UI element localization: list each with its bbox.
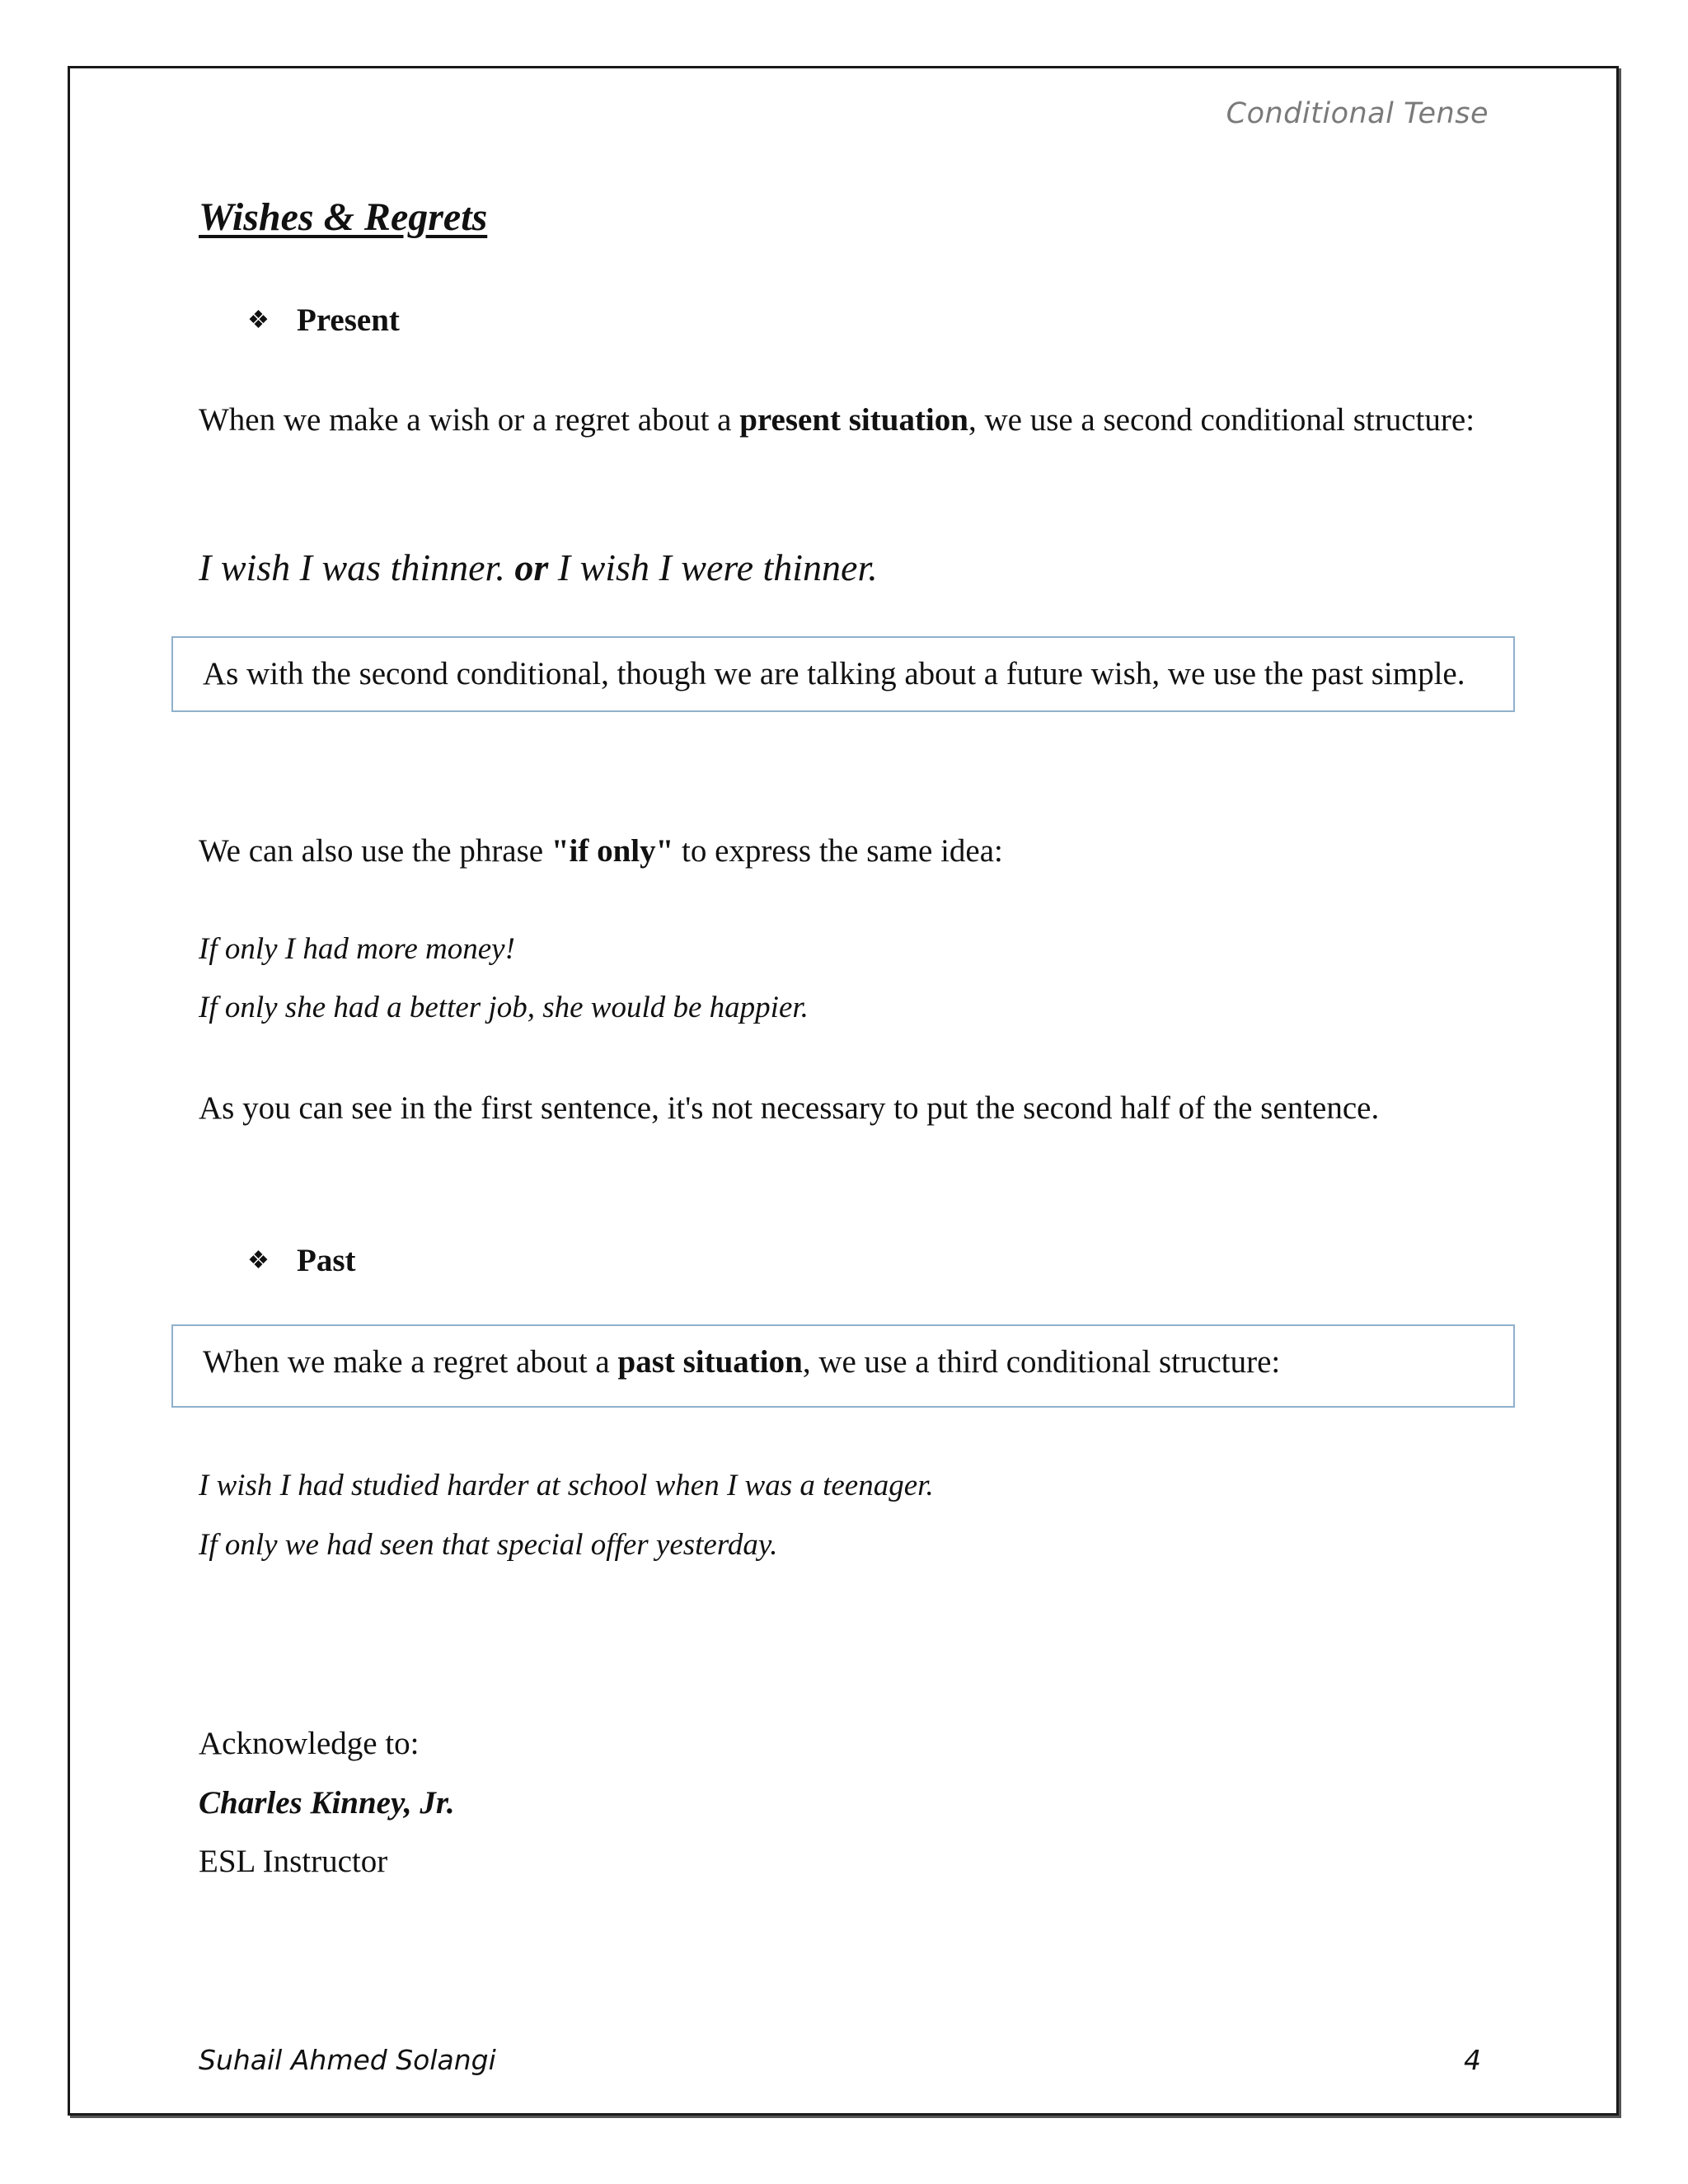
present-heading [247, 302, 400, 339]
present-main-example [199, 546, 878, 589]
example-were: I wish I were thinner. [548, 546, 878, 588]
past-example-2: If only we had seen that special offer yesterday. [199, 1528, 778, 1562]
if-only-example-1: If only I had more money! [199, 932, 515, 966]
acknowledgement-role: ESL Instructor [199, 1844, 388, 1879]
section-title: Wishes & Regrets [199, 195, 488, 239]
header-title: Conditional Tense [1226, 97, 1489, 130]
present-note-text: As with the second conditional, though we are talking about a future wish, we use the past simple. [203, 656, 1465, 691]
past-note-text-1: When we make a regret about a [203, 1344, 618, 1380]
present-intro-paragraph [199, 391, 1484, 449]
if-only-text-2: to express the same idea: [673, 833, 1003, 869]
if-only-text-1: We can also use the phrase [199, 833, 551, 869]
present-intro-bold: present situation [739, 402, 968, 438]
footer-author: Suhail Ahmed Solangi [199, 2044, 496, 2076]
past-heading-label: Past [297, 1243, 356, 1278]
present-intro-text-1: When we make a wish or a regret about a [199, 402, 740, 438]
if-only-bold: "if only" [551, 833, 674, 869]
present-remark-paragraph: As you can see in the first sentence, it's not necessary to put the second half of the sentence. [199, 1090, 1380, 1126]
bullet-diamond-icon: ❖ [247, 307, 270, 334]
past-heading [247, 1242, 356, 1279]
present-heading-label: Present [297, 302, 400, 338]
footer-page-number: 4 [1464, 2044, 1481, 2076]
example-or: or [514, 546, 549, 588]
present-intro-text-2: , we use a second conditional structure: [968, 402, 1475, 438]
bullet-diamond-icon: ❖ [247, 1247, 270, 1274]
acknowledgement-name: Charles Kinney, Jr. [199, 1785, 455, 1821]
past-note-box [171, 1324, 1515, 1408]
present-note-box [171, 636, 1515, 712]
past-example-1: I wish I had studied harder at school when I was a teenager. [199, 1469, 934, 1502]
if-only-paragraph [199, 822, 1484, 880]
acknowledgement-label: Acknowledge to: [199, 1726, 420, 1761]
if-only-example-2: If only she had a better job, she would be happier. [199, 991, 809, 1024]
past-note-bold: past situation [617, 1344, 803, 1380]
past-note-text-2: , we use a third conditional structure: [802, 1344, 1281, 1380]
example-was: I wish I was thinner. [199, 546, 515, 588]
